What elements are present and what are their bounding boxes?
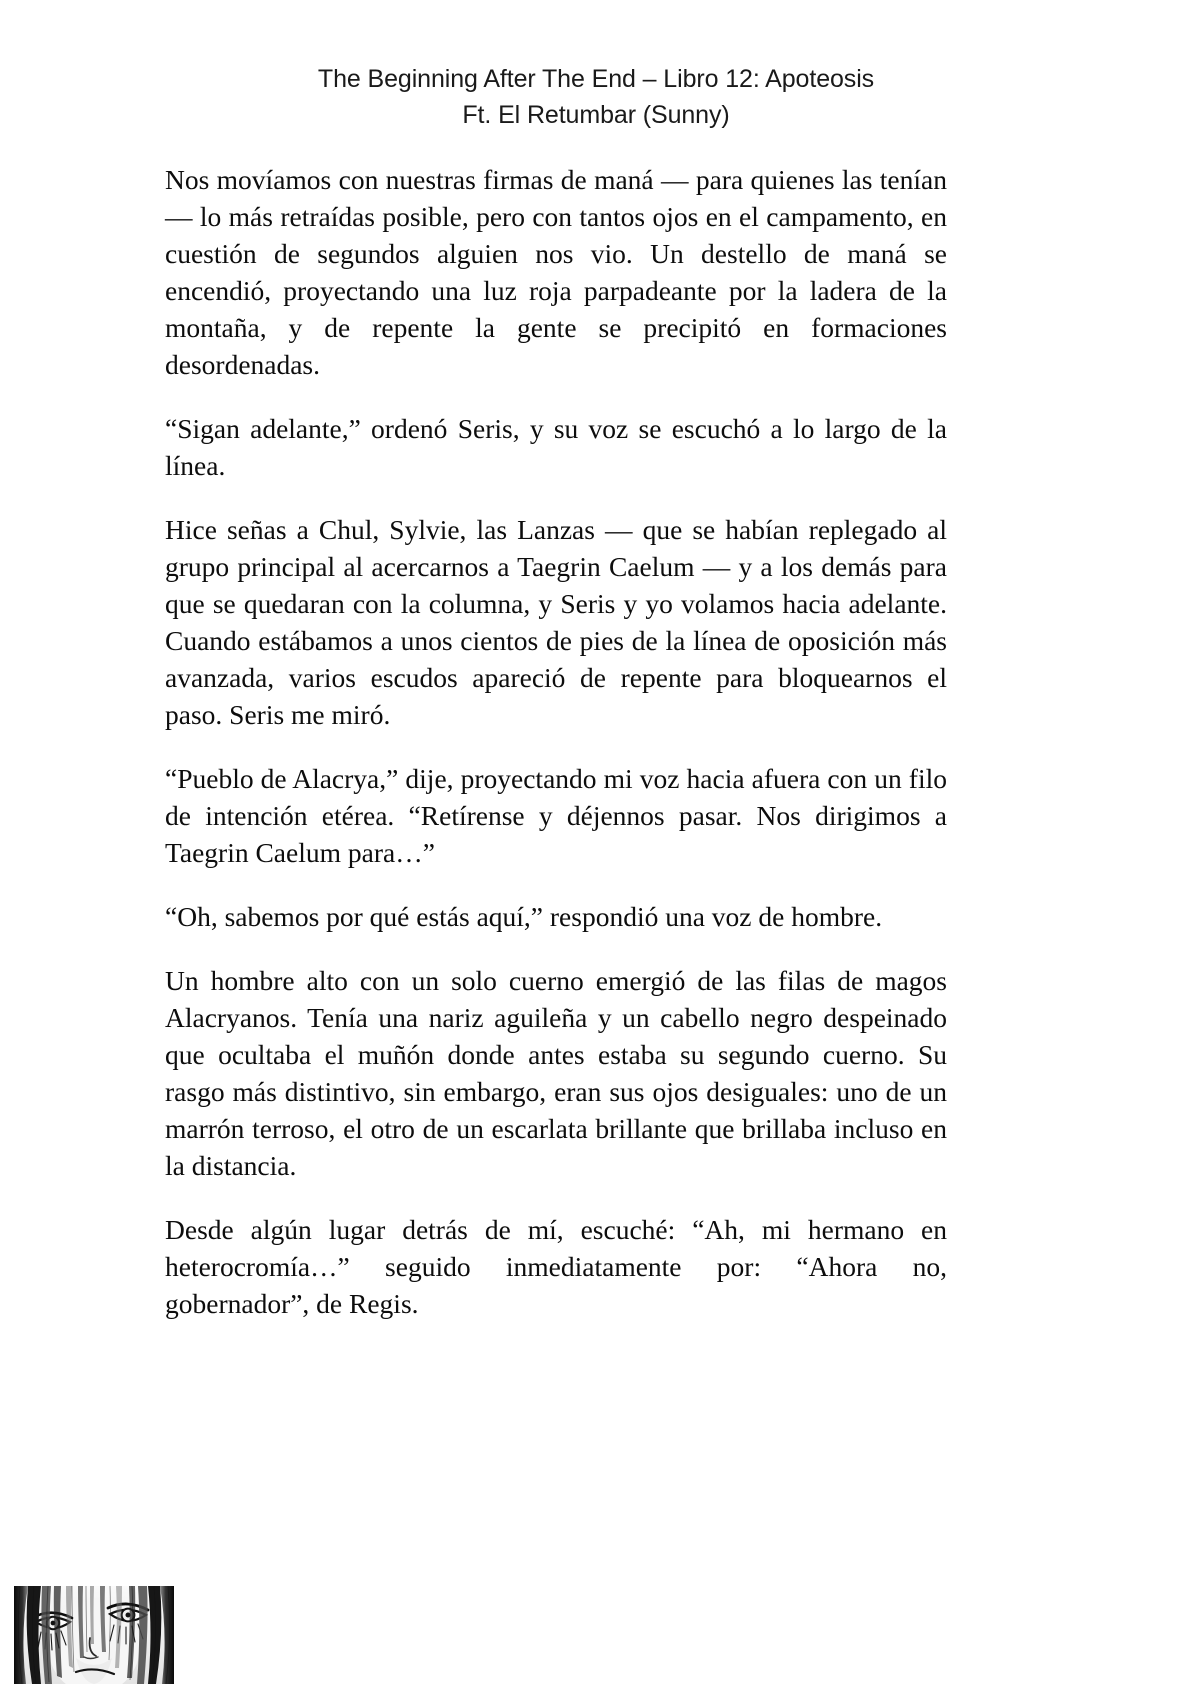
paragraph: Desde algún lugar detrás de mí, escuché: “Ah, mi hermano en heterocromía…” seguido inmediatamente por: “Ahora no, gobernador”, de Regis. (165, 1213, 947, 1319)
paragraph: “Sigan adelante,” ordenó Seris, y su voz se escuchó a lo largo de la línea. (165, 412, 947, 481)
page-header (0, 62, 1192, 133)
paragraph: Hice señas a Chul, Sylvie, las Lanzas — que se habían replegado al grupo principal al acercarnos a Taegrin Caelum — y a los demás para que se quedaran con la columna, y Seris y yo volamos hacia adelante. Cuando estábamos a unos cientos de pies de la línea de oposición más avanzada, varios escudos apareció de repente para bloquearnos el paso. Seris me miró. (165, 513, 947, 730)
paragraph: “Oh, sabemos por qué estás aquí,” respondió una voz de hombre. (165, 900, 883, 932)
body-text-column (165, 162, 947, 1323)
header-title-line: The Beginning After The End – Libro 12: Apoteosis (317, 65, 875, 93)
paragraph: “Pueblo de Alacrya,” dije, proyectando mi voz hacia afuera con un filo de intención etérea. “Retírense y déjennos pasar. Nos dirigimos a Taegrin Caelum para…” (165, 762, 947, 868)
paragraph: Nos movíamos con nuestras firmas de maná — para quienes las tenían — lo más retraídas posible, pero con tantos ojos en el campamento, en cuestión de segundos alguien nos vio. Un destello de maná se encendió, proyectando una luz roja parpadeante por la ladera de la montaña, y de repente la gente se precipitó en formaciones desordenadas. (165, 164, 947, 380)
paragraph: Un hombre alto con un solo cuerno emergió de las filas de magos Alacryanos. Tenía una nariz aguileña y un cabello negro despeinado que ocultaba el muñón donde antes estaba su segundo cuerno. Su rasgo más distintivo, sin embargo, eran sus ojos desiguales: uno de un marrón terroso, el otro de un escarlata brillante que brillaba incluso en la distancia. (165, 964, 947, 1181)
manga-face-illustration (14, 1586, 174, 1684)
header-subtitle-line: Ft. El Retumbar (Sunny) (462, 100, 730, 129)
